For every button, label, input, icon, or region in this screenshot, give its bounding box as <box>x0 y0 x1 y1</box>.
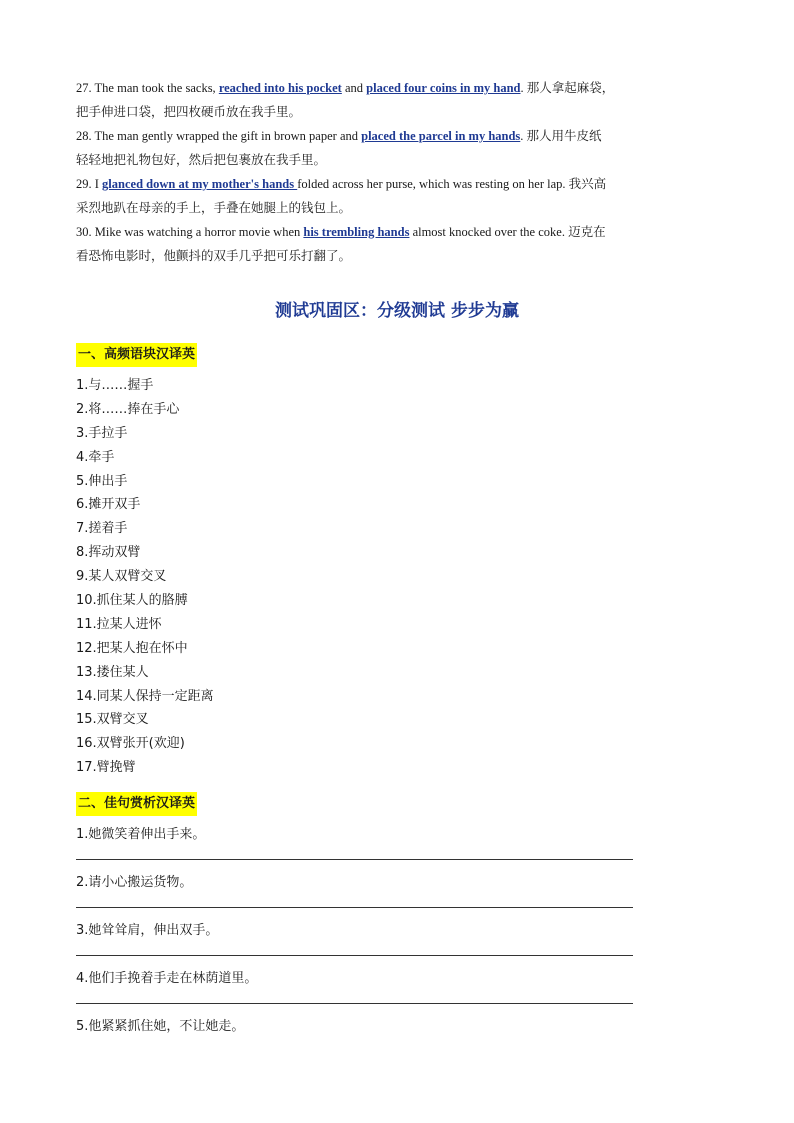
sentence-text: The man took the sacks, <box>94 81 219 95</box>
sentence-item <box>76 919 646 967</box>
vocab-list <box>76 374 214 780</box>
sentence-item <box>76 871 646 919</box>
highlighted-phrase: reached into his pocket <box>218 81 342 95</box>
example-number: 28. <box>76 129 92 143</box>
vocab-item: 13.搂住某人 <box>76 664 149 680</box>
answer-blank-line[interactable] <box>76 955 633 956</box>
chinese-translation-line: 轻轻地把礼物包好，然后把包裹放在我手里。 <box>76 152 327 167</box>
vocab-item: 11.拉某人进怀 <box>76 616 162 632</box>
example-sentences <box>76 76 736 268</box>
highlighted-phrase: placed four coins in my hand <box>366 81 521 95</box>
sentence-prompt: 1.她微笑着伸出手来。 <box>76 827 206 842</box>
sentence-text: . <box>520 129 527 143</box>
sentence-prompt: 2.请小心搬运货物。 <box>76 875 193 890</box>
vocab-item: 10.抓住某人的胳膊 <box>76 593 188 609</box>
example-line <box>76 172 736 196</box>
highlighted-phrase: his trembling hands <box>303 225 410 239</box>
vocab-item: 5.伸出手 <box>76 473 128 489</box>
vocab-item: 17.臂挽臂 <box>76 760 136 776</box>
sentence-text: Mike was watching a horror movie when <box>94 225 304 239</box>
example-line <box>76 76 736 100</box>
sentence-item <box>76 823 646 871</box>
vocab-item: 8.挥动双臂 <box>76 545 141 561</box>
example-line <box>76 124 736 148</box>
vocab-item: 6.摊开双手 <box>76 497 141 513</box>
vocab-item: 2.将……捧在手心 <box>76 401 180 417</box>
sentence-text: I <box>94 177 103 191</box>
vocab-item: 4.牵手 <box>76 449 115 465</box>
example-number: 30. <box>76 225 92 239</box>
highlighted-phrase: placed the parcel in my hands <box>361 129 521 143</box>
vocab-item: 3.手拉手 <box>76 425 128 441</box>
sentence-item <box>76 967 646 1015</box>
vocab-item: 7.搓着手 <box>76 521 128 537</box>
sentence-text: folded across her purse, which was resting on her lap. <box>297 177 569 191</box>
sentence-text: The man gently wrapped the gift in brown paper and <box>94 129 362 143</box>
example-number: 29. <box>76 177 92 191</box>
section-heading-sentences: 二、佳句赏析汉译英 <box>76 792 197 816</box>
vocab-item: 15.双臂交叉 <box>76 712 149 728</box>
vocab-item: 12.把某人抱在怀中 <box>76 640 188 656</box>
vocab-item: 9.某人双臂交叉 <box>76 569 167 585</box>
vocab-item: 1.与……握手 <box>76 378 154 393</box>
chinese-translation-line: 把手伸进口袋，把四枚硬币放在我手里。 <box>76 104 302 119</box>
chinese-translation: 迈克在 <box>568 224 606 239</box>
sentence-text: almost knocked over the coke. <box>409 225 569 239</box>
page-title: 测试巩固区：分级测试 步步为赢 <box>275 301 519 321</box>
answer-blank-line[interactable] <box>76 1003 633 1004</box>
vocab-item: 14.同某人保持一定距离 <box>76 688 214 704</box>
answer-blank-line[interactable] <box>76 859 633 860</box>
chinese-translation-line: 采烈地趴在母亲的手上，手叠在她腿上的钱包上。 <box>76 200 352 215</box>
chinese-translation: 那人用牛皮纸 <box>526 128 602 143</box>
section-heading-vocab: 一、高频语块汉译英 <box>76 343 197 367</box>
sentence-text: . <box>520 81 527 95</box>
vocab-item: 16.双臂张开(欢迎) <box>76 736 185 752</box>
chinese-translation: 我兴高 <box>568 176 607 191</box>
sentence-prompt: 3.她耸耸肩，伸出双手。 <box>76 923 219 938</box>
sentence-prompt: 5.他紧紧抓住她，不让她走。 <box>76 1019 245 1034</box>
answer-blank-line[interactable] <box>76 907 633 908</box>
chinese-translation: 那人拿起麻袋， <box>526 80 615 95</box>
sentence-prompt: 4.他们手挽着手走在林荫道里。 <box>76 971 258 986</box>
sentence-list <box>76 823 646 1063</box>
sentence-item <box>76 1015 646 1063</box>
highlighted-phrase: glanced down at my mother's hands <box>102 177 298 191</box>
example-number: 27. <box>76 81 92 95</box>
sentence-text: and <box>341 81 367 95</box>
chinese-translation-line: 看恐怖电影时，他颤抖的双手几乎把可乐打翻了。 <box>76 248 352 263</box>
example-line <box>76 220 736 244</box>
